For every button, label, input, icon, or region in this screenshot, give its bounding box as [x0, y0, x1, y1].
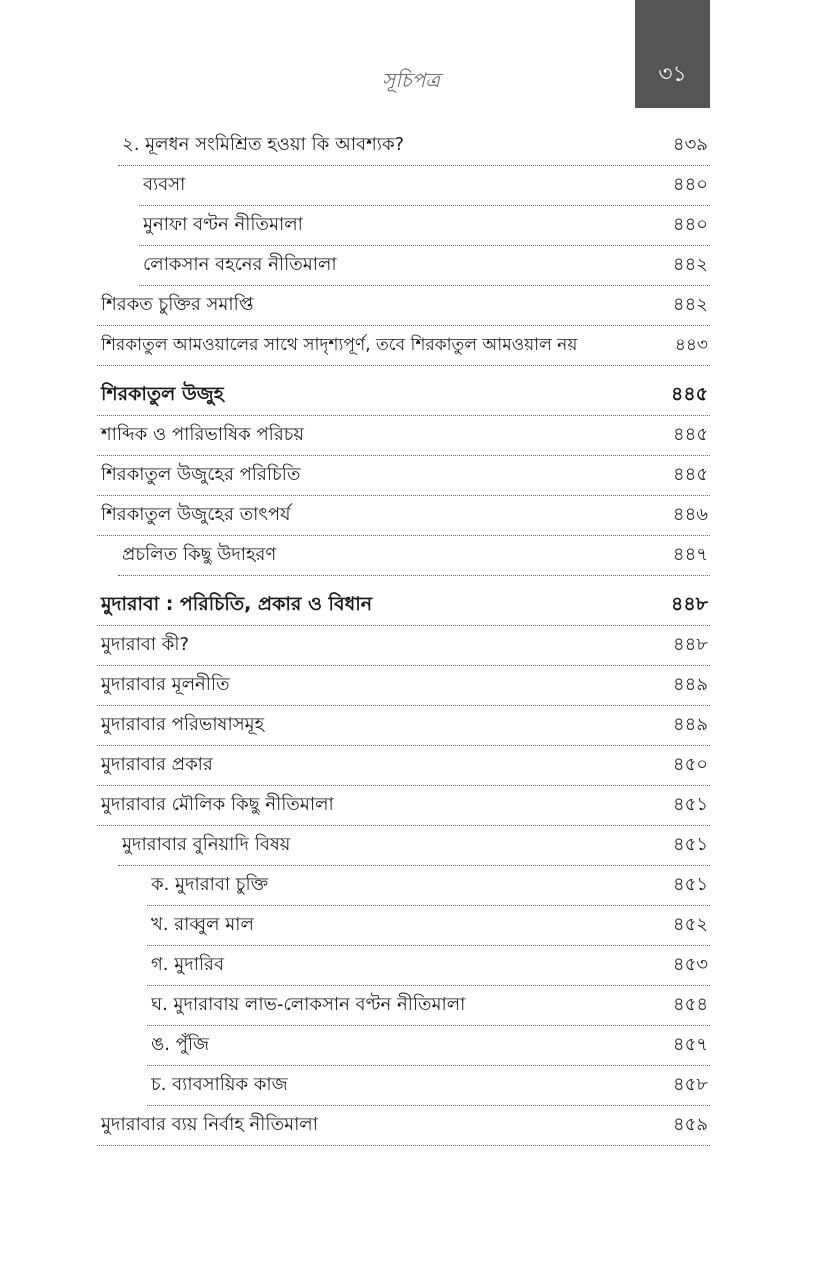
running-header: সূচিপত্র — [382, 68, 440, 92]
toc-entry-page: ৪৫৩ — [672, 954, 708, 975]
toc-entry-title: ক. মুদারাবা চুক্তি — [151, 874, 269, 895]
toc-entry[interactable] — [147, 906, 710, 946]
toc-entry-page: ৪৫০ — [672, 754, 708, 775]
toc-entry-page: ৪৪০ — [672, 214, 708, 235]
toc-entry-title: মুদারাবার পরিভাষাসমূহ — [101, 714, 265, 735]
toc-entry-title: শিরকত চুক্তির সমাপ্তি — [101, 294, 254, 315]
toc-entry[interactable] — [118, 126, 710, 166]
toc-entry-title: মুদারাবা : পরিচিতি, প্রকার ও বিধান — [101, 592, 373, 615]
toc-entry-title: মুনাফা বণ্টন নীতিমালা — [143, 214, 303, 235]
toc-entry-title: চ. ব্যাবসায়িক কাজ — [151, 1074, 288, 1095]
toc-entry-title: মুদারাবা কী? — [101, 634, 190, 655]
toc-entry-title: গ. মুদারিব — [151, 954, 224, 975]
toc-entry[interactable] — [97, 286, 710, 326]
toc-entry-page: ৪৫৭ — [672, 1034, 708, 1055]
toc-entry-page: ৪৪০ — [672, 174, 708, 195]
toc-section-heading[interactable] — [97, 586, 710, 626]
toc-entry-page: ৪৫৯ — [672, 1114, 708, 1135]
toc-entry[interactable] — [147, 866, 710, 906]
toc-entry-page: ৪৪৫ — [671, 382, 708, 405]
toc-entry[interactable] — [97, 416, 710, 456]
toc-entry-page: ৪৫৮ — [672, 1074, 708, 1095]
toc-entry-title: লোকসান বহনের নীতিমালা — [143, 254, 337, 275]
toc-entry-page: ৪৪৩ — [674, 334, 708, 355]
toc-entry[interactable] — [139, 246, 710, 286]
toc-entry-page: ৪৪৭ — [672, 544, 708, 565]
toc-entry-title: শিরকাতুল আমওয়ালের সাথে সাদৃশ্যপূর্ণ, তবে শিরকাতুল আমওয়াল নয় — [101, 334, 578, 355]
toc-entry-title: ঙ. পুঁজি — [151, 1034, 210, 1055]
toc-entry[interactable] — [139, 166, 710, 206]
toc-entry[interactable] — [97, 666, 710, 706]
table-of-contents — [97, 126, 710, 1146]
toc-entry-page: ৪৪৫ — [672, 424, 708, 445]
toc-entry-title: ঘ. মুদারাবায় লাভ-লোকসান বণ্টন নীতিমালা — [151, 994, 466, 1015]
toc-entry-page: ৪৫১ — [672, 834, 708, 855]
toc-entry[interactable] — [97, 326, 710, 366]
toc-entry-page: ৪৪৫ — [672, 464, 708, 485]
toc-entry-title: মুদারাবার মৌলিক কিছু নীতিমালা — [101, 794, 334, 815]
toc-entry[interactable] — [147, 946, 710, 986]
toc-entry-title: মুদারাবার বুনিয়াদি বিষয় — [122, 834, 291, 855]
toc-entry-title: ব্যবসা — [143, 174, 186, 195]
toc-entry-title: শিরকাতুল উজুহ — [101, 382, 224, 405]
toc-entry-page: ৪৪৮ — [671, 592, 708, 615]
toc-entry[interactable] — [139, 206, 710, 246]
page-number: ৩১ — [658, 62, 687, 87]
toc-entry-title: খ. রাব্বুল মাল — [151, 914, 254, 935]
toc-entry-page: ৪৫২ — [672, 914, 708, 935]
toc-entry[interactable] — [97, 456, 710, 496]
toc-entry-page: ৪৪২ — [672, 254, 708, 275]
toc-entry-page: ৪৫৪ — [672, 994, 708, 1015]
toc-entry[interactable] — [147, 1026, 710, 1066]
toc-section-heading[interactable] — [97, 376, 710, 416]
toc-entry[interactable] — [97, 626, 710, 666]
toc-entry[interactable] — [97, 746, 710, 786]
toc-entry-title: মুদারাবার ব্যয় নির্বাহ নীতিমালা — [101, 1114, 318, 1135]
toc-entry-page: ৪৪৯ — [672, 714, 708, 735]
toc-entry-page: ৪৩৯ — [672, 134, 708, 155]
toc-entry-page: ৪৪৯ — [672, 674, 708, 695]
toc-entry-page: ৪৫১ — [672, 874, 708, 895]
toc-entry-title: প্রচলিত কিছু উদাহরণ — [122, 544, 277, 565]
toc-entry[interactable] — [147, 986, 710, 1026]
toc-entry[interactable] — [97, 786, 710, 826]
toc-entry-title: মুদারাবার মূলনীতি — [101, 674, 230, 695]
toc-entry-page: ৪৪২ — [672, 294, 708, 315]
toc-entry-page: ৪৫১ — [672, 794, 708, 815]
toc-entry-title: শিরকাতুল উজুহের পরিচিতি — [101, 464, 301, 485]
toc-entry[interactable] — [147, 1066, 710, 1106]
toc-entry-page: ৪৪৮ — [672, 634, 708, 655]
toc-entry-page: ৪৪৬ — [672, 504, 708, 525]
toc-entry[interactable] — [118, 536, 710, 576]
toc-entry[interactable] — [118, 826, 710, 866]
toc-entry-title: শাব্দিক ও পারিভাষিক পরিচয় — [101, 424, 305, 445]
toc-entry[interactable] — [97, 706, 710, 746]
toc-entry[interactable] — [97, 496, 710, 536]
toc-entry-title: মুদারাবার প্রকার — [101, 754, 213, 775]
toc-entry-title: ২. মূলধন সংমিশ্রিত হওয়া কি আবশ্যক? — [122, 134, 405, 155]
toc-entry-title: শিরকাতুল উজুহের তাৎপর্য — [101, 504, 291, 525]
toc-entry[interactable] — [97, 1106, 710, 1146]
